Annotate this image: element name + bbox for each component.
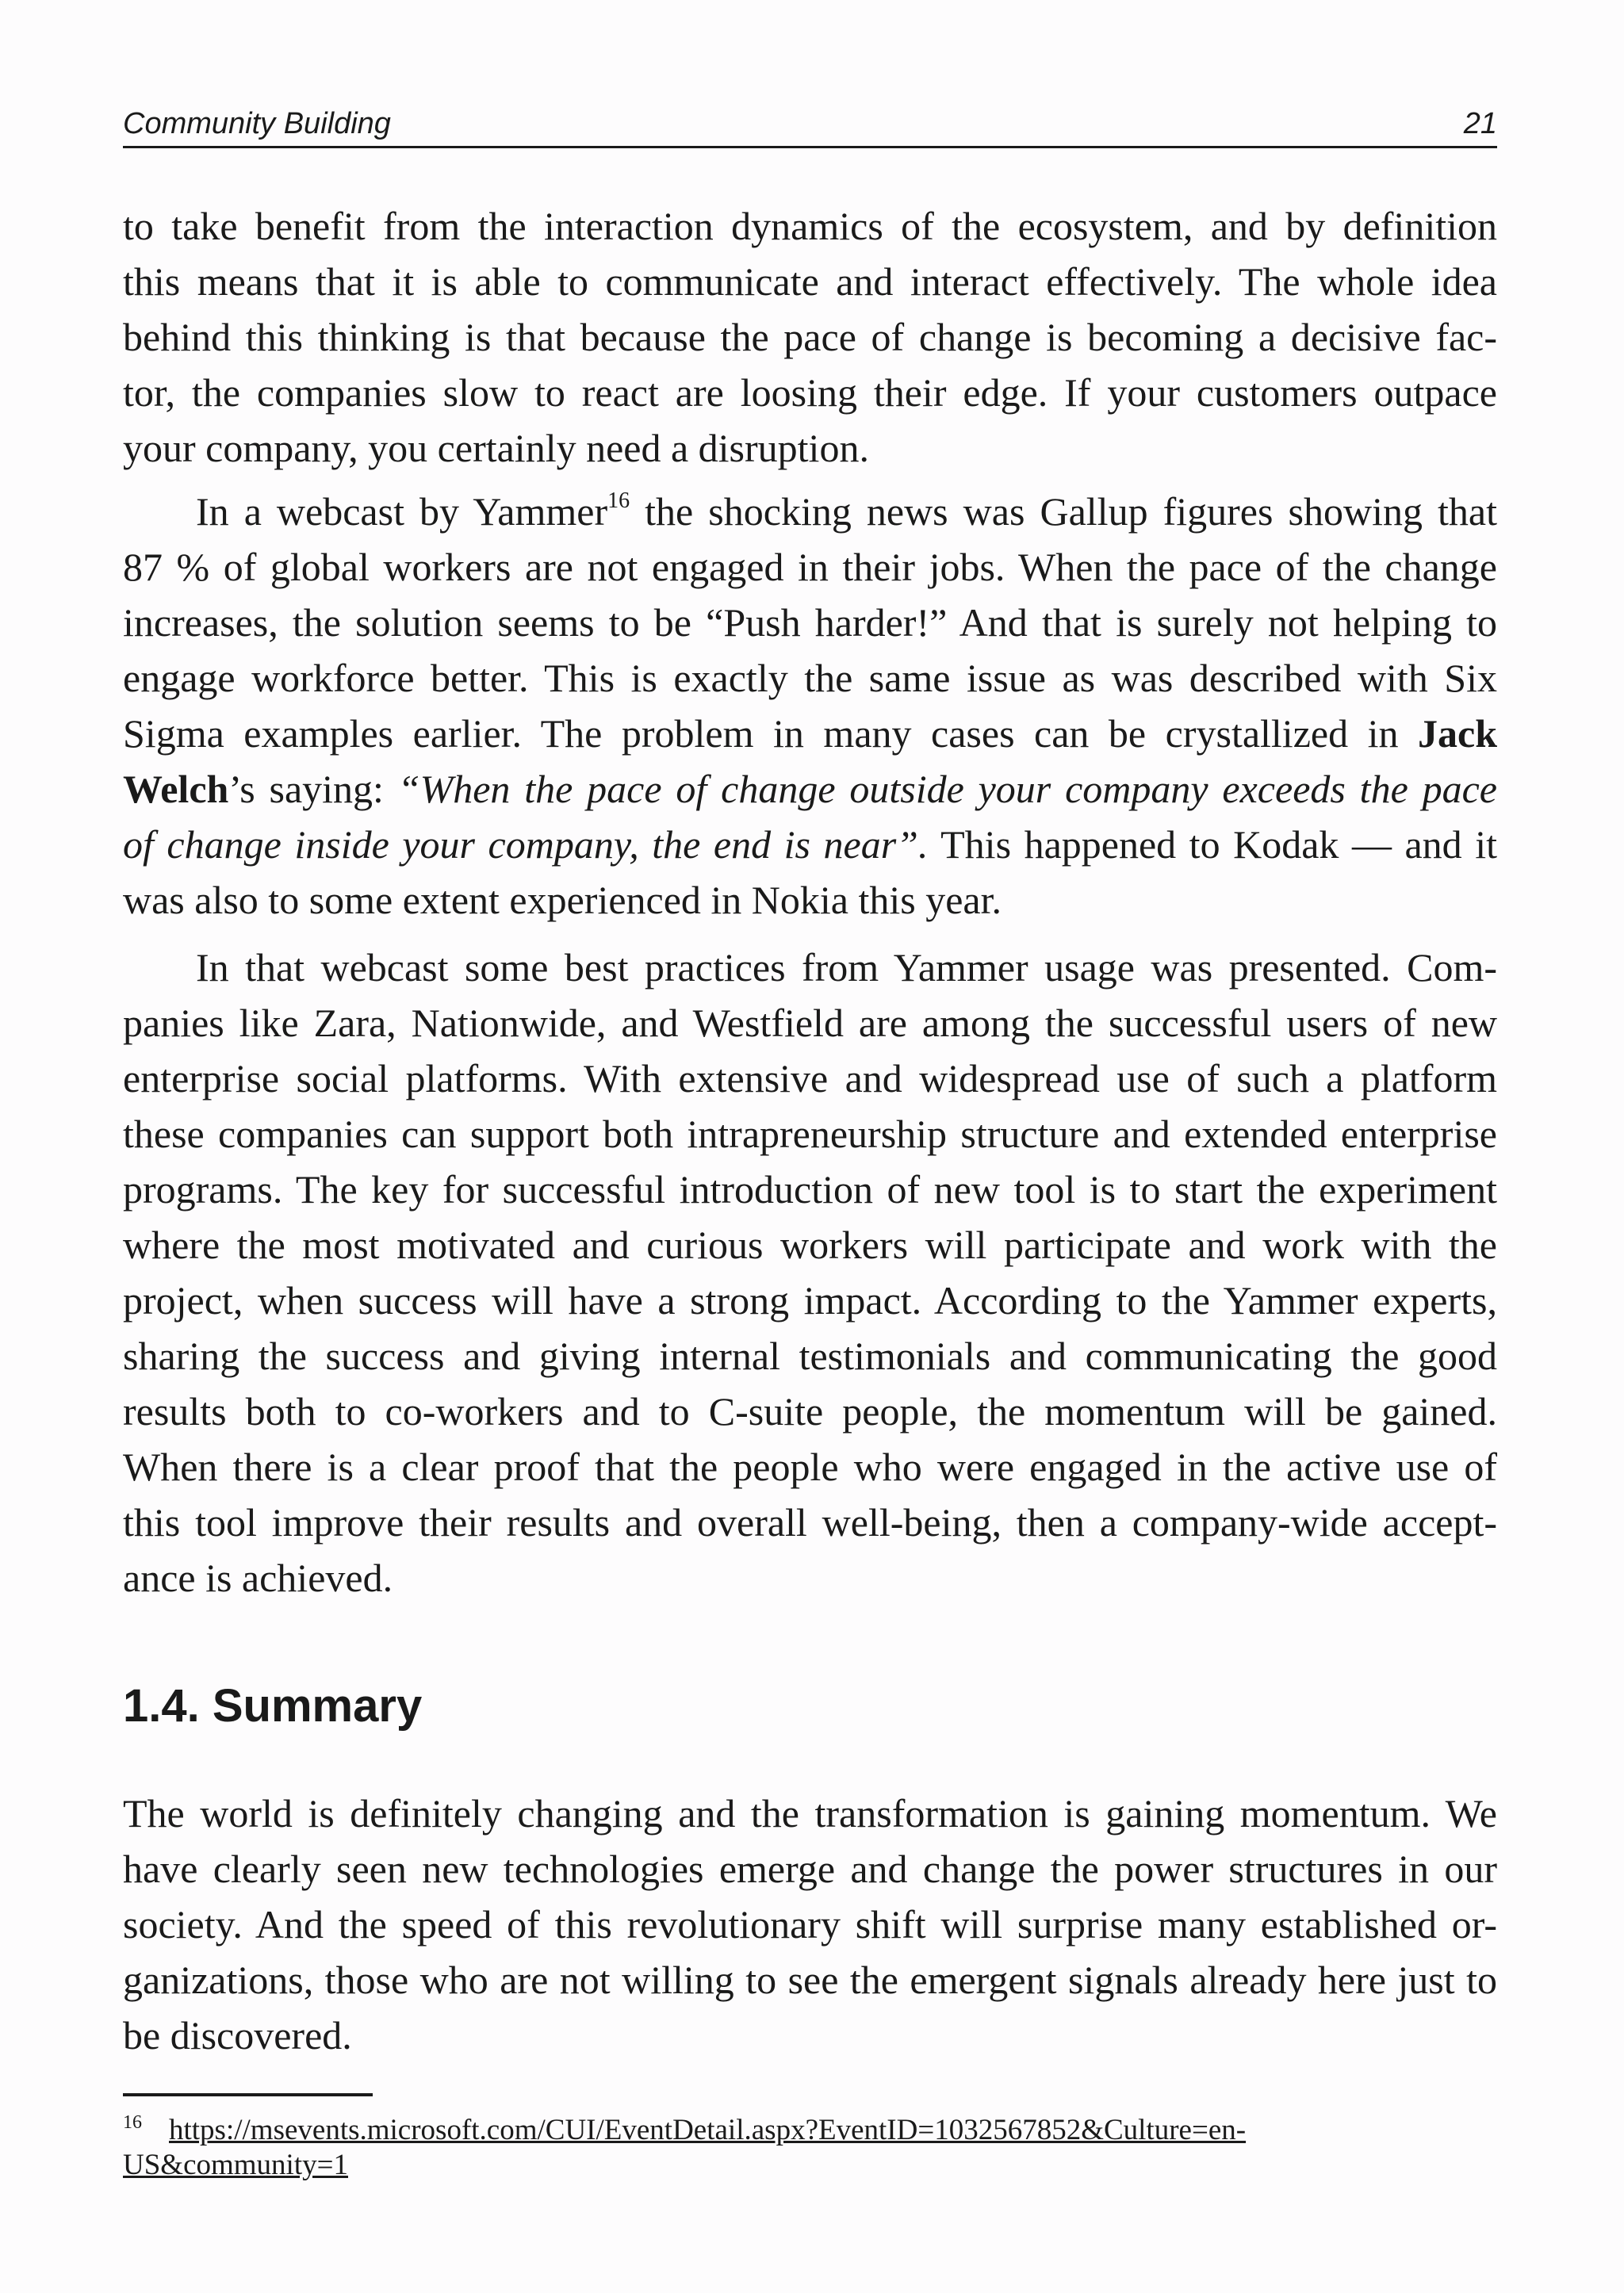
- text-run: where the most motivated and curious workers will participate and work with the: [123, 1223, 1497, 1267]
- text-run: sharing the success and giving internal testimonials and communicating the good: [123, 1334, 1497, 1378]
- paragraph-1: [123, 198, 1497, 476]
- text-run: “When the pace of change outside your company exceeds the pace: [397, 767, 1497, 811]
- text-run: society. And the speed of this revolutionary shift will surprise many established or-: [123, 1902, 1497, 1947]
- text-line: [123, 1897, 1497, 1952]
- text-run: This happened to Kodak — and it: [928, 822, 1498, 867]
- text-run: tor, the companies slow to react are loosing their edge. If your customers outpace: [123, 370, 1497, 415]
- text-run: Jack: [1418, 711, 1497, 756]
- text-line: [123, 1384, 1497, 1439]
- text-line: [123, 254, 1497, 309]
- running-header: [123, 105, 1497, 148]
- text-line: [123, 1217, 1497, 1273]
- text-run: to take benefit from the interaction dynamics of the ecosystem, and by definition: [123, 204, 1497, 248]
- paragraph-3: [123, 940, 1497, 1606]
- text-run: Welch: [123, 767, 229, 811]
- text-line: [123, 995, 1497, 1051]
- text-line: [123, 365, 1497, 420]
- text-run: panies like Zara, Nationwide, and Westfield are among the successful users of new: [123, 1001, 1497, 1045]
- text-run: ’s saying:: [228, 767, 398, 811]
- text-line: [123, 1273, 1497, 1328]
- text-line: [123, 817, 1497, 872]
- text-line: [123, 761, 1497, 817]
- text-run: this means that it is able to communicate and interact effectively. The whole idea: [123, 259, 1497, 304]
- text-run: of change inside your company, the end is near”.: [123, 822, 929, 867]
- text-run: be discovered.: [123, 2013, 352, 2058]
- text-line: [123, 1106, 1497, 1162]
- text-run: these companies can support both intrapreneurship structure and extended enterprise: [123, 1112, 1497, 1156]
- text-line: [123, 872, 1497, 928]
- text-run: enterprise social platforms. With extensive and widespread use of such a platform: [123, 1056, 1497, 1101]
- footnote-ref: 16: [607, 488, 630, 513]
- text-line: [123, 1786, 1497, 1841]
- text-line: [123, 940, 1497, 995]
- text-run: behind this thinking is that because the pace of change is becoming a decisive fac-: [123, 315, 1497, 359]
- text-run: The world is definitely changing and the transformation is gaining momentum. We: [123, 1791, 1497, 1836]
- text-line: [123, 1841, 1497, 1897]
- text-run: this tool improve their results and overall well-being, then a company-wide accept-: [123, 1500, 1497, 1545]
- text-run: the shocking news was Gallup figures showing that: [630, 489, 1497, 534]
- header-title: Community Building: [123, 107, 391, 140]
- text-line: [123, 420, 1497, 476]
- text-line: [123, 1550, 1497, 1606]
- text-line: [123, 1439, 1497, 1495]
- footnote-divider: [123, 2093, 373, 2096]
- text-line: [123, 198, 1497, 254]
- text-line: [123, 539, 1497, 595]
- text-run: ganizations, those who are not willing to see the emergent signals already here just to: [123, 1958, 1497, 2002]
- section-heading: 1.4. Summary: [123, 1680, 423, 1732]
- text-line: [123, 484, 1497, 539]
- text-line: [123, 706, 1497, 761]
- paragraph-2: [123, 484, 1497, 928]
- text-line: [123, 1952, 1497, 2008]
- text-run: results both to co-workers and to C-suite people, the momentum will be gained.: [123, 1389, 1497, 1434]
- text-run: When there is a clear proof that the people who were engaged in the active use of: [123, 1445, 1497, 1489]
- text-run: have clearly seen new technologies emerge and change the power structures in our: [123, 1847, 1497, 1891]
- text-run: 87 % of global workers are not engaged in their jobs. When the pace of the change: [123, 545, 1497, 589]
- text-run: was also to some extent experienced in Nokia this year.: [123, 878, 1002, 922]
- footnote: [123, 2105, 1497, 2183]
- text-line: [123, 2008, 1497, 2063]
- text-run: project, when success will have a strong impact. According to the Yammer experts,: [123, 1278, 1497, 1323]
- text-line: [123, 1051, 1497, 1106]
- text-run: programs. The key for successful introduction of new tool is to start the experiment: [123, 1167, 1497, 1212]
- text-run: In a webcast by Yammer: [196, 489, 608, 534]
- text-run: In that webcast some best practices from Yammer usage was presented. Com-: [196, 945, 1497, 990]
- text-run: increases, the solution seems to be “Push harder!” And that is surely not helping to: [123, 600, 1497, 645]
- text-line: [123, 1495, 1497, 1550]
- text-run: your company, you certainly need a disruption.: [123, 426, 869, 470]
- text-line: [123, 1162, 1497, 1217]
- footnote-link[interactable]: https://msevents.microsoft.com/CUI/EventDetail.aspx?EventID=1032567852&Culture=en-: [169, 2114, 1247, 2146]
- text-line: [123, 650, 1497, 706]
- text-run: ance is achieved.: [123, 1556, 393, 1600]
- paragraph-4: [123, 1786, 1497, 2063]
- text-run: engage workforce better. This is exactly the same issue as was described with Six: [123, 656, 1497, 700]
- text-line: [123, 309, 1497, 365]
- text-line: [123, 595, 1497, 650]
- text-run: Sigma examples earlier. The problem in many cases can be crystallized in: [123, 711, 1418, 756]
- text-line: [123, 1328, 1497, 1384]
- page-number: 21: [1463, 107, 1497, 140]
- footnote-number: 16: [123, 2112, 142, 2133]
- footnote-link-continued[interactable]: US&community=1: [123, 2149, 348, 2181]
